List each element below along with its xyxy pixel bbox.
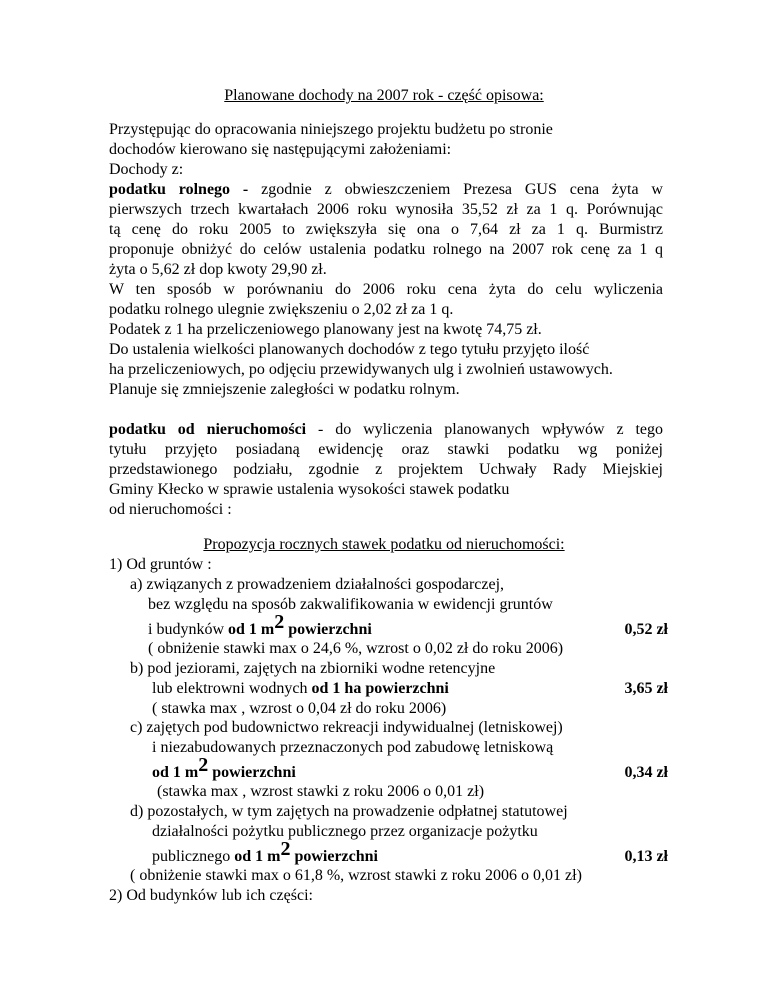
intro-line: Przystępując do opracowania niniejszego projektu budżetu po stronie [109,121,553,138]
list-item-b: b) pod jeziorami, zajętych na zbiorniki wodne retencyjne [130,660,496,677]
rate-amount-a: 0,52 zł [624,621,668,638]
list-item-a: a) związanych z prowadzeniem działalności gospodarczej, [130,576,505,593]
list-item-b-line: lub elektrowni wodnych od 1 ha powierzchni [152,680,449,697]
rates-subtitle: Propozycja rocznych stawek podatku od nieruchomości: [203,536,565,553]
text-line: tytułu przyjęto posiadaną ewidencję oraz stawki podatku wg poniżej [109,441,663,458]
text-line: Do ustalenia wielkości planowanych dochodów z tego tytułu przyjęto ilość [109,341,590,358]
rate-amount-d: 0,13 zł [624,848,668,865]
list-item-c-line: i niezabudowanych przeznaczonych pod zabudowę letniskową [152,739,554,756]
agricultural-tax-heading: podatku rolnego - [109,181,249,198]
property-tax-paragraph [109,420,663,520]
text-line: podatku rolnego - zgodnie z obwieszczeniem Prezesa GUS cena żyta w [109,181,663,198]
list-item-b-note: ( stawka max , wzrost o 0,04 zł do roku 2006) [152,700,447,717]
list-item-d-line: działalności pożytku publicznego przez organizacje pożytku [152,823,538,840]
intro-line: dochodów kierowano się następującymi założeniami: [109,141,452,158]
page-title: Planowane dochody na 2007 rok - część opisowa: [224,87,544,104]
rate-amount-c: 0,34 zł [624,764,668,781]
text-line: W ten sposób w porównaniu do 2006 roku cena żyta do celu wyliczenia [109,281,663,298]
list-item-d: d) pozostałych, w tym zajętych na prowadzenie odpłatnej statutowej [130,803,568,820]
text-line: podatku od nieruchomości - do wyliczenia planowanych wpływów z tego [109,421,664,438]
list-item-d-line: publicznego od 1 $m^2$ powierzchni [152,838,378,865]
text-line: przedstawionego podziału, zgodnie z projektem Uchwały Rady Miejskiej [109,461,663,478]
rate-amount-b: 3,65 zł [624,680,668,697]
list-section-1: 1) Od gruntów : [109,556,212,573]
intro-line: Dochody z: [109,161,184,178]
text-line: Podatek z 1 ha przeliczeniowego planowany jest na kwotę 74,75 zł. [109,321,542,338]
list-item-a-line: i budynków od 1 $m^2$ powierzchni [148,611,372,638]
text-line: ha przeliczeniowych, po odjęciu przewidywanych ulg i zwolnień ustawowych. [109,361,613,378]
text-line: żyta o 5,62 zł dop kwoty 29,90 zł. [109,261,327,278]
text-line: tą cenę do roku 2005 to zwiększyła się ona o 7,64 zł za 1 q. Burmistrz [109,221,663,238]
list-item-a-line: bez względu na sposób zakwalifikowania w ewidencji gruntów [148,596,553,613]
list-item-c: c) zajętych pod budownictwo rekreacji indywidualnej (letniskowej) [130,719,563,736]
intro-paragraph [109,120,663,180]
text-line: pierwszych trzech kwartałach 2006 roku wynosiła 35,52 zł za 1 q. Porównując [109,201,663,218]
list-item-c-note: (stawka max , wzrost stawki z roku 2006 o 0,01 zł) [157,783,485,800]
text-line: podatku rolnego ulegnie zwiększeniu o 2,02 zł za 1 q. [109,301,454,318]
text-line: Gminy Kłecko w sprawie ustalenia wysokości stawek podatku [109,481,510,498]
list-item-c-line: od 1 $m^2$ powierzchni [152,754,296,781]
agricultural-tax-paragraph [109,180,663,400]
text-line: proponuje obniżyć do celów ustalenia podatku rolnego na 2007 rok cenę za 1 q [109,241,663,258]
list-item-d-note: ( obniżenie stawki max o 61,8 %, wzrost stawki z roku 2006 o 0,01 zł) [130,867,582,884]
list-item-a-note: ( obniżenie stawki max o 24,6 %, wzrost o 0,02 zł do roku 2006) [148,640,564,657]
property-tax-heading: podatku od nieruchomości [109,421,307,438]
text-line: Planuje się zmniejszenie zaległości w podatku rolnym. [109,381,460,398]
text-line: od nieruchomości : [109,501,232,518]
list-section-2: 2) Od budynków lub ich części: [109,887,313,904]
